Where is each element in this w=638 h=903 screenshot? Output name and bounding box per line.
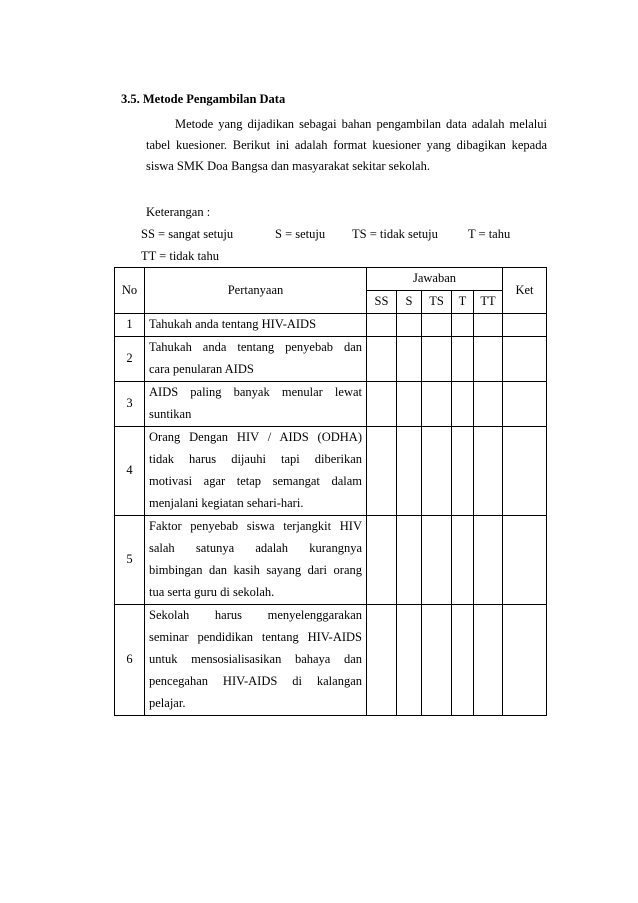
- legend-tt: TT = tidak tahu: [141, 249, 219, 263]
- answer-cell-s[interactable]: [397, 515, 422, 604]
- answer-cell-s[interactable]: [397, 381, 422, 426]
- header-question: Pertanyaan: [145, 268, 367, 314]
- legend-t: T = tahu: [468, 227, 511, 241]
- header-option-ss: SS: [367, 290, 397, 313]
- ket-cell[interactable]: [503, 604, 547, 715]
- question-line: suntikan: [149, 406, 192, 421]
- question-text: [145, 515, 367, 604]
- answer-cell-ts[interactable]: [422, 336, 452, 381]
- question-line: Faktor penyebab siswa terjangkit HIV: [149, 518, 362, 533]
- answer-cell-ts[interactable]: [422, 426, 452, 515]
- question-line: menjalani kegiatan sehari-hari.: [149, 495, 304, 510]
- answer-cell-ts[interactable]: [422, 313, 452, 336]
- ket-cell[interactable]: [503, 426, 547, 515]
- paragraph-line: siswa SMK Doa Bangsa dan masyarakat sekitar sekolah.: [146, 159, 430, 173]
- section-heading: 3.5. Metode Pengambilan Data: [121, 92, 286, 106]
- answer-cell-tt[interactable]: [474, 336, 503, 381]
- ket-cell[interactable]: [503, 381, 547, 426]
- answer-cell-ss[interactable]: [367, 313, 397, 336]
- answer-cell-ts[interactable]: [422, 515, 452, 604]
- answer-cell-tt[interactable]: [474, 313, 503, 336]
- question-line: Orang Dengan HIV / AIDS (ODHA): [149, 429, 362, 444]
- question-line: salah satunya adalah kurangnya: [149, 540, 362, 555]
- table-row: [115, 604, 547, 715]
- answer-cell-ss[interactable]: [367, 426, 397, 515]
- question-line: Tahukah anda tentang penyebab dan: [149, 339, 362, 354]
- answer-cell-tt[interactable]: [474, 426, 503, 515]
- question-text: [145, 313, 367, 336]
- answer-cell-tt[interactable]: [474, 381, 503, 426]
- answer-cell-ts[interactable]: [422, 604, 452, 715]
- paragraph-line: tabel kuesioner. Berikut ini adalah format kuesioner yang dibagikan kepada: [146, 138, 547, 152]
- answer-cell-t[interactable]: [452, 313, 474, 336]
- row-number: 1: [115, 313, 145, 336]
- row-number: 4: [115, 426, 145, 515]
- legend-s: S = setuju: [275, 227, 326, 241]
- answer-cell-t[interactable]: [452, 381, 474, 426]
- answer-cell-s[interactable]: [397, 336, 422, 381]
- question-text: [145, 336, 367, 381]
- legend-title: Keterangan :: [146, 205, 211, 219]
- table-row: [115, 336, 547, 381]
- legend-ss: SS = sangat setuju: [141, 227, 234, 241]
- header-option-ts: TS: [422, 290, 452, 313]
- answer-cell-t[interactable]: [452, 515, 474, 604]
- answer-cell-s[interactable]: [397, 313, 422, 336]
- question-line: Sekolah harus menyelenggarakan: [149, 607, 362, 622]
- legend-ts: TS = tidak setuju: [352, 227, 438, 241]
- question-line: AIDS paling banyak menular lewat: [149, 384, 362, 399]
- answer-cell-ss[interactable]: [367, 336, 397, 381]
- row-number: 6: [115, 604, 145, 715]
- answer-cell-tt[interactable]: [474, 515, 503, 604]
- row-number: 2: [115, 336, 145, 381]
- question-text: [145, 426, 367, 515]
- table-row: [115, 426, 547, 515]
- answer-cell-tt[interactable]: [474, 604, 503, 715]
- table-row: [115, 313, 547, 336]
- question-line: motivasi agar tetap semangat dalam: [149, 473, 362, 488]
- question-text: [145, 381, 367, 426]
- question-line: bimbingan dan kasih sayang dari orang: [149, 562, 362, 577]
- answer-cell-t[interactable]: [452, 604, 474, 715]
- ket-cell[interactable]: [503, 313, 547, 336]
- answer-cell-ts[interactable]: [422, 381, 452, 426]
- header-ket: Ket: [503, 268, 547, 314]
- answer-cell-s[interactable]: [397, 426, 422, 515]
- answer-cell-ss[interactable]: [367, 515, 397, 604]
- ket-cell[interactable]: [503, 515, 547, 604]
- row-number: 3: [115, 381, 145, 426]
- header-option-s: S: [397, 290, 422, 313]
- table-row: [115, 515, 547, 604]
- ket-cell[interactable]: [503, 336, 547, 381]
- answer-cell-t[interactable]: [452, 336, 474, 381]
- question-line: pencegahan HIV-AIDS di kalangan: [149, 673, 362, 688]
- row-number: 5: [115, 515, 145, 604]
- answer-cell-ss[interactable]: [367, 604, 397, 715]
- question-line: untuk mensosialisasikan bahaya dan: [149, 651, 362, 666]
- questionnaire-table: [114, 267, 547, 716]
- header-option-tt: TT: [474, 290, 503, 313]
- question-line: tua serta guru di sekolah.: [149, 584, 275, 599]
- question-line: pelajar.: [149, 695, 186, 710]
- answer-cell-ss[interactable]: [367, 381, 397, 426]
- header-no: No: [115, 268, 145, 314]
- header-option-t: T: [452, 290, 474, 313]
- paragraph-line: Metode yang dijadikan sebagai bahan pengambilan data adalah melalui: [175, 117, 547, 131]
- question-line: tidak harus dijauhi tapi diberikan: [149, 451, 362, 466]
- header-answer: Jawaban: [367, 268, 503, 291]
- question-line: seminar pendidikan tentang HIV-AIDS: [149, 629, 362, 644]
- intro-paragraph: [146, 114, 547, 177]
- question-line: cara penularan AIDS: [149, 361, 254, 376]
- answer-cell-s[interactable]: [397, 604, 422, 715]
- table-row: [115, 381, 547, 426]
- question-text: [145, 604, 367, 715]
- question-line: Tahukah anda tentang HIV-AIDS: [149, 316, 317, 331]
- answer-cell-t[interactable]: [452, 426, 474, 515]
